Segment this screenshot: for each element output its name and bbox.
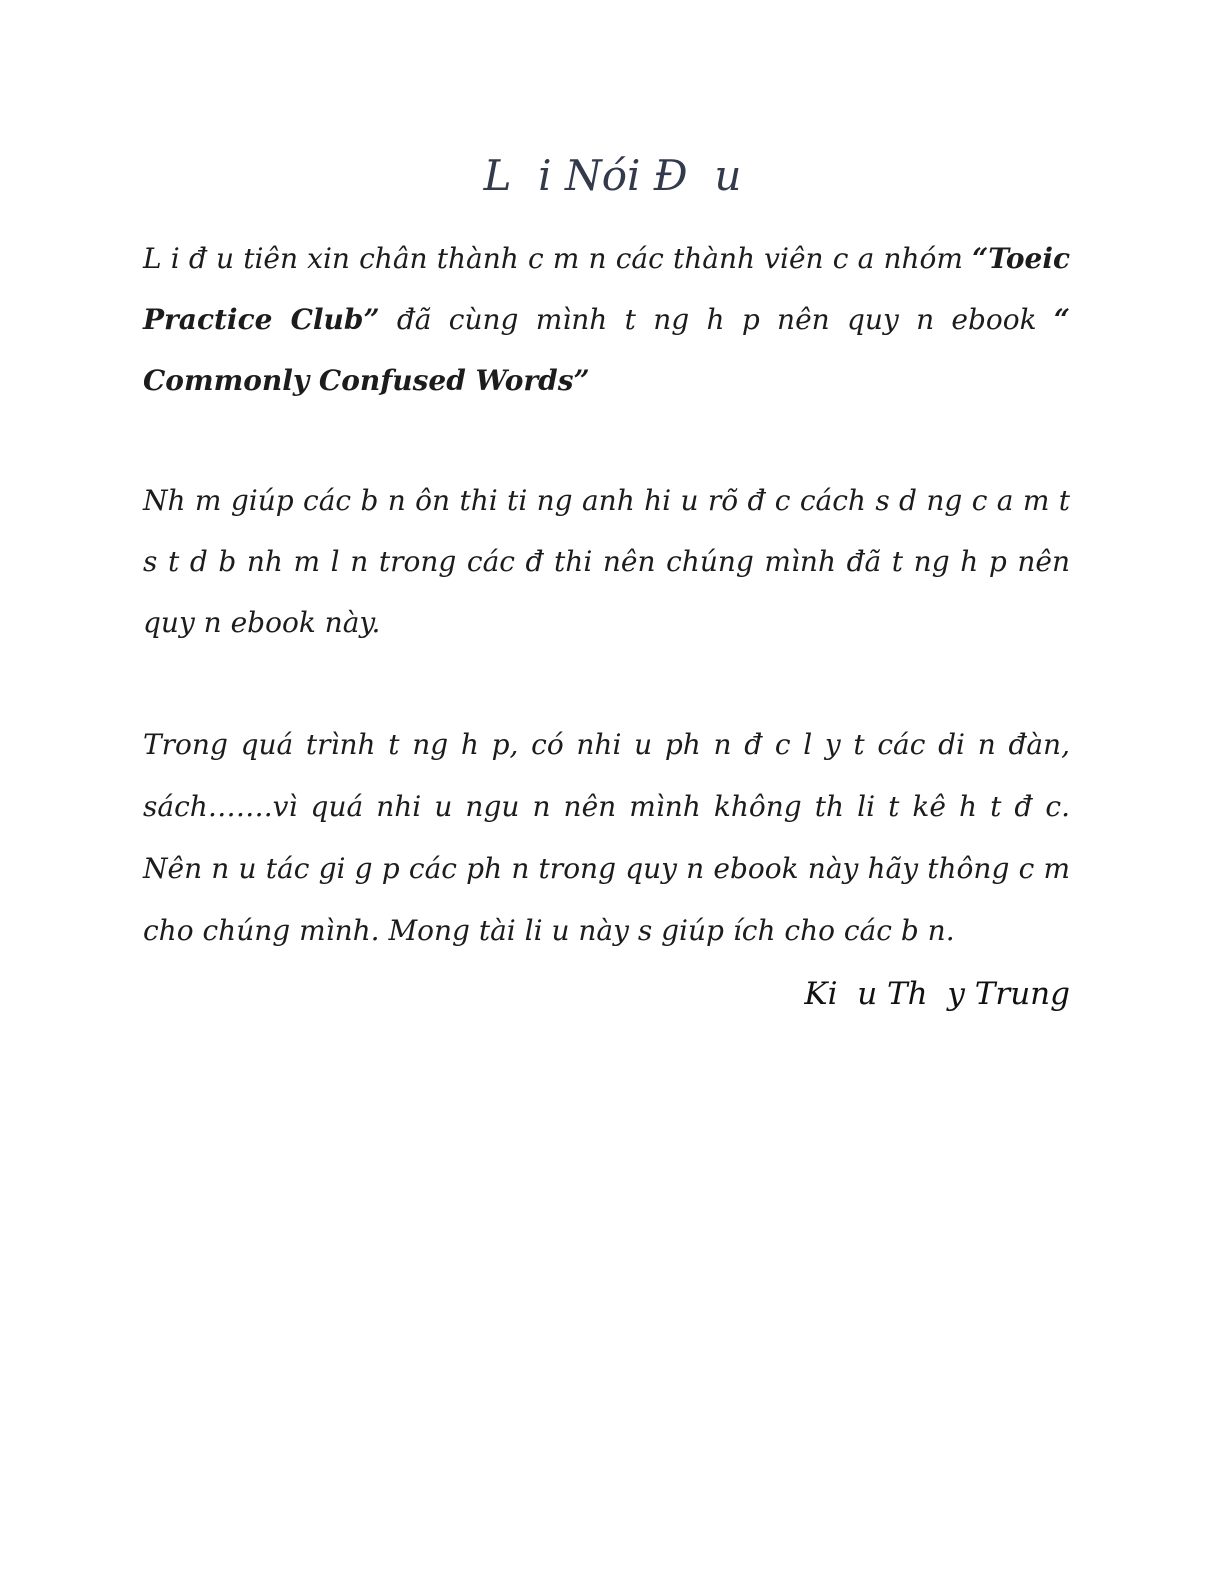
paragraph-sources: Trong quá trình t ng h p, có nhi u ph n đ c l y t các di n đàn, sách…….vì quá nhi u ngu n nên mình không th li t kê h t đ c. Nên n u tác gi g p các ph n trong quy n ebook này hãy thông c m cho chúng mình. Mong tài li u này s giúp ích cho các b n.	[143, 728, 1070, 947]
page-title: L i Nói Đ u	[483, 151, 742, 200]
paragraph-thanks-text-2: đã cùng mình t ng h p nên quy n ebook	[379, 303, 1054, 336]
ebook-name: “ Commonly Confused Words”	[143, 303, 1070, 397]
group-name: “Toeic Practice Club”	[143, 242, 1070, 336]
author-signature: Ki u Th y Trung	[804, 976, 1070, 1012]
paragraph-thanks	[143, 228, 1070, 411]
paragraph-purpose: Nh m giúp các b n ôn thi ti ng anh hi u rõ đ c cách s d ng c a m t s t d b nh m l n trong các đ thi nên chúng mình đã t ng h p nên quy n ebook này.	[143, 484, 1070, 639]
paragraph-thanks-text: L i đ u tiên xin chân thành c m n các thành viên c a nhóm	[143, 242, 973, 275]
